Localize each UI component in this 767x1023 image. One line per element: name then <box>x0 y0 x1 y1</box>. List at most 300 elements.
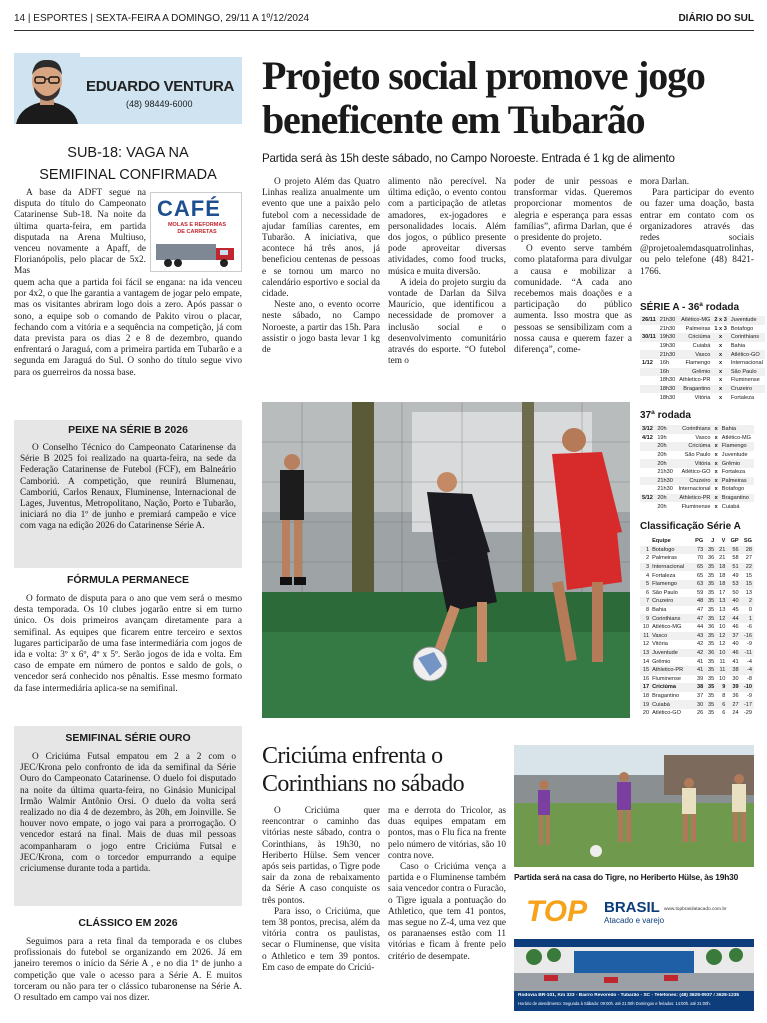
fixture-cell: 20h <box>657 426 667 433</box>
fixture-cell: 20h <box>657 495 667 502</box>
fixture-cell <box>640 376 658 385</box>
fixture-cell: 16h <box>659 360 670 367</box>
sub18-paragraph-2: quem acha que a partida foi fácil se engana: na ida venceu por 4x2, o que lhe garantia a vantagem de jogar pelo empate, mas os visitantes abriram logo dois a zero. Após passar o sono, a equipe sob o comando de Pakito virou o placar, fechando com a vitória e a sequência na competição, já com data prevista para os dias 2 e 8 de dezembro, quando enfrentará o Jaraguá, com a primeira partida em Tubarão e a segunda em Jaraguá do Sul. O sonho do título segue vivo para os guerreiros da nossa base. <box>14 278 242 378</box>
formula-text-wrap <box>14 594 242 695</box>
fixture-cell <box>640 442 655 451</box>
fixture-cell: Corinthians <box>682 426 711 433</box>
fixture-cell: Cruzeiro <box>689 477 711 484</box>
fixture-row <box>640 451 754 460</box>
classification-cell: 18 <box>719 581 726 588</box>
fixture-cell: 20h <box>657 503 667 510</box>
main-col4-p1: mora Darlan. <box>640 177 690 187</box>
cric-headline-line2: Corinthians no sábado <box>262 771 465 797</box>
classification-cell: 13 <box>719 598 726 605</box>
fixture-cell: x <box>714 469 718 476</box>
fixture-cell: Botafogo <box>730 325 754 332</box>
cric-col2-p2: Caso o Criciúma vença a partida e o Fluminense também saia vencedor contra o Furacão, o Tigre iguala a pontuação do Athletico, que tem 41 pontos, mas segue no Z-4, uma vez que os paranaenses estão com 11 vitórias e ficam à frente pelo critério de desempate. <box>388 862 506 962</box>
fixture-cell: Cuiabá <box>692 343 711 350</box>
fixture-row <box>640 325 765 334</box>
columnist-photo <box>14 53 80 124</box>
classification-cell: 35 <box>708 564 715 571</box>
classification-cell: Botafogo <box>652 546 675 553</box>
classification-cell: 44 <box>732 615 739 622</box>
fixture-cell: x <box>719 360 723 367</box>
fixture-cell: Vitória <box>694 394 711 401</box>
cric-photo <box>514 745 754 867</box>
ad-top-brand2: BRASIL <box>604 899 660 916</box>
main-col1-p2: Neste ano, o evento ocorre neste sábado, no Campo Noroeste, a partir das 15h. Para assistir o jogo basta levar 1 kg de <box>262 300 380 356</box>
classification-row <box>640 580 754 589</box>
classification-cell: 10 <box>642 624 650 631</box>
classification-cell: 1 <box>645 546 650 553</box>
fixture-row <box>640 459 754 468</box>
classification-cell: 9 <box>645 615 650 622</box>
fixture-row <box>640 494 754 503</box>
fixture-cell <box>640 485 655 494</box>
classification-cell: Bahia <box>652 607 667 614</box>
classification-header-cell: V <box>721 538 726 545</box>
classification-cell: 40 <box>732 641 739 648</box>
classification-row <box>640 700 754 709</box>
cric-headline-line1: Criciúma enfrenta o <box>262 743 443 769</box>
classification-cell: 5 <box>645 581 650 588</box>
classification-cell: 8 <box>722 692 726 699</box>
classification-cell: 13 <box>719 607 726 614</box>
classification-cell: 28 <box>745 546 752 553</box>
classification-cell: 10 <box>719 624 726 631</box>
ad-cafe-brand: CAFÉ <box>157 196 221 221</box>
classification-cell: 35 <box>708 546 715 553</box>
fixture-row <box>640 485 754 494</box>
main-col-2 <box>388 177 506 367</box>
classification-cell: 1 <box>748 615 752 622</box>
classification-cell: 30 <box>732 675 739 682</box>
fixture-cell: 20h <box>657 460 667 467</box>
main-col4-p2: Para participar do evento ou fazer uma doação, basta entrar em contato com os organizadores através das redes sociais @projetoalemdasquatrolinhas, ou pelo telefone (48) 8421-1766. <box>640 188 754 277</box>
classification-cell: 42 <box>696 650 704 657</box>
peixe-title: PEIXE NA SÉRIE B 2026 <box>68 424 188 436</box>
fixture-cell: 4/12 <box>642 434 653 441</box>
classification-cell: Vitória <box>652 641 668 648</box>
classification-row <box>640 649 754 658</box>
fixture-cell: 30/11 <box>642 334 656 341</box>
peixe-text: O Conselho Técnico do Campeonato Catarinense da Série B 2025 foi realizado na quarta-feira, na sede da Federação Catarinense de Futebol (FCF), em Balneário Camboriú. A competição, que reunirá Blumenau, Camboriú, Carlos Renaux, Fluminense, Internacional de Lages, Juventus, Metropolitano, Nação, Porto e Tubarão, iniciará no dia 1º de junho e premiará campeão e vice com vaga na edição 2026 do Catarinense Série A. <box>20 443 236 532</box>
fixture-cell: Cuiabá <box>721 503 740 510</box>
classification-row <box>640 640 754 649</box>
classification-cell: -6 <box>747 624 752 631</box>
fixture-row <box>640 333 765 342</box>
classification-cell: 11 <box>643 632 650 639</box>
fixture-row <box>640 350 765 359</box>
classification-row <box>640 606 754 615</box>
ouro-title: SEMIFINAL SÉRIE OURO <box>65 732 191 744</box>
classification-cell: 56 <box>732 546 739 553</box>
fixture-cell <box>640 350 658 359</box>
fixture-cell: x <box>719 394 723 401</box>
fixture-cell: Corinthians <box>730 334 760 341</box>
classification-cell: 12 <box>719 641 726 648</box>
classification-cell: 10 <box>719 675 726 682</box>
classification-cell: 41 <box>696 658 704 665</box>
classification-cell: 15 <box>745 581 752 588</box>
classification-cell: Atlético-MG <box>652 624 682 631</box>
fixture-row <box>640 468 754 477</box>
serie-a-36-table <box>640 316 765 402</box>
classification-header-cell: SG <box>743 538 752 545</box>
fixture-cell: Bragantino <box>721 495 749 502</box>
classification-cell: -16 <box>743 632 752 639</box>
classification-cell: Vasco <box>652 632 668 639</box>
classification-table <box>640 537 754 717</box>
ad-top-hours: Horário de atendimento: Segunda à Sábado: 09:00h. até 21:00h Domingos e feriados: 14:00h. até 21:00h. <box>518 1001 711 1006</box>
classification-cell: 35 <box>708 598 715 605</box>
fixture-cell: x <box>714 477 718 484</box>
classification-cell: 58 <box>732 555 739 562</box>
fixture-cell: 16h <box>659 368 670 375</box>
classification-row <box>640 563 754 572</box>
classification-cell: 37 <box>696 692 704 699</box>
classification-cell: 8 <box>645 607 650 614</box>
fixture-cell: x <box>719 368 723 375</box>
classification-cell: 35 <box>708 607 715 614</box>
fixture-cell: Juventude <box>721 452 748 459</box>
fixture-row <box>640 477 754 486</box>
fixture-cell: Vitória <box>694 460 711 467</box>
fixture-cell: Fluminense <box>730 377 760 384</box>
classification-cell: Cruzeiro <box>652 598 674 605</box>
main-photo <box>262 402 630 718</box>
ad-top-site: www.topbrasilatacado.com.br <box>664 907 727 912</box>
classification-row <box>640 692 754 701</box>
fixture-cell: x <box>719 386 723 393</box>
cric-col-2 <box>388 806 506 963</box>
classification-row <box>640 554 754 563</box>
classification-cell: 27 <box>745 555 752 562</box>
fixture-cell: Vasco <box>695 351 711 358</box>
sub18-title-line1: SUB-18: VAGA NA <box>67 145 189 161</box>
classification-cell: 12 <box>642 641 650 648</box>
classification-cell: 43 <box>696 632 704 639</box>
classification-cell: 2 <box>645 555 650 562</box>
classification-header-cell: GP <box>730 538 739 545</box>
fixture-cell: Fortaleza <box>730 394 755 401</box>
fixture-cell: Cruzeiro <box>730 386 752 393</box>
classification-cell: Fortaleza <box>652 572 676 579</box>
cric-col1-p1: O Criciúma quer reencontrar o caminho das vitórias neste sábado, contra o Corinthians, às 19h30, no Heriberto Hülse. Sem vencer após seis partidas, o Tigre pode sair da zona de rebaixamento da Série A caso conquiste os três pontos. <box>262 806 380 906</box>
fixture-cell: 21h30 <box>657 469 673 476</box>
fixture-cell: Bahia <box>721 426 737 433</box>
classification-cell: 30 <box>696 701 704 708</box>
classification-cell: 35 <box>708 701 715 708</box>
fixture-cell: x <box>714 452 718 459</box>
classico-section <box>14 917 242 1004</box>
classification-cell: Grêmio <box>652 658 671 665</box>
fixture-cell: Fortaleza <box>721 469 746 476</box>
fixture-cell <box>640 451 655 460</box>
main-subhead: Partida será às 15h deste sábado, no Campo Noroeste. Entrada é 1 kg de alimento <box>262 152 675 165</box>
cric-photo-caption: Partida será na casa do Tigre, no Heriberto Hülse, às 19h30 <box>514 872 739 882</box>
classification-title: Classificação Série A <box>640 521 741 532</box>
fixture-cell: 1 x 3 <box>714 325 727 332</box>
classification-cell: 47 <box>696 607 704 614</box>
classification-cell: 35 <box>708 572 715 579</box>
classification-cell: -9 <box>747 641 752 648</box>
fixture-row <box>640 368 765 377</box>
fixture-cell <box>640 502 655 511</box>
classification-cell: 12 <box>719 632 726 639</box>
fixture-cell: 19h30 <box>659 334 676 341</box>
fixture-cell: 18h30 <box>659 394 676 401</box>
fixture-cell: x <box>714 495 718 502</box>
fixture-cell: 19h30 <box>659 343 676 350</box>
fixture-cell: 20h <box>657 443 667 450</box>
classification-cell: 63 <box>696 581 704 588</box>
main-headline-line1: Projeto social promove jogo <box>262 53 705 98</box>
classification-cell: 9 <box>722 684 726 691</box>
fixture-cell: 21h30 <box>659 317 676 324</box>
classification-cell: 36 <box>732 692 739 699</box>
fixture-row <box>640 434 754 443</box>
classification-cell: 36 <box>708 650 715 657</box>
main-col3-p1: poder de unir pessoas e transformar vidas. Queremos proporcionar momentos de alegria e esperança para essas famílias”, afirma Darlan, que é o presidente do projeto. <box>514 177 632 244</box>
fixture-cell: 3/12 <box>642 426 653 433</box>
fixture-row <box>640 393 765 402</box>
fixture-cell <box>640 393 658 402</box>
classification-cell: 65 <box>696 572 704 579</box>
classification-cell: Corinthians <box>652 615 681 622</box>
classification-row <box>640 675 754 684</box>
classification-cell: 51 <box>732 564 739 571</box>
fixture-row <box>640 502 754 511</box>
classification-header-cell: PG <box>695 538 704 545</box>
fixture-row <box>640 342 765 351</box>
fixture-cell: x <box>714 426 718 433</box>
classification-cell: 35 <box>708 667 715 674</box>
fixture-cell <box>640 385 658 394</box>
classification-cell: 22 <box>745 564 752 571</box>
fixture-cell: São Paulo <box>730 368 757 375</box>
fixture-cell: Atlético-GO <box>730 351 760 358</box>
peixe-text-wrap <box>20 443 236 533</box>
classification-row <box>640 709 754 718</box>
classification-cell: 11 <box>719 658 726 665</box>
classification-cell: 35 <box>708 710 715 717</box>
newspaper-name: DIÁRIO DO SUL <box>678 13 754 24</box>
classification-cell: Cuiabá <box>652 701 670 708</box>
classification-cell: 3 <box>645 564 650 571</box>
classification-cell: 44 <box>696 624 704 631</box>
classification-cell: 35 <box>708 675 715 682</box>
serie-a-37-title: 37ª rodada <box>640 410 691 421</box>
fixture-cell: 21h30 <box>657 477 673 484</box>
classification-cell: 21 <box>719 555 726 562</box>
peixe-box <box>14 420 242 568</box>
fixture-cell: Juventude <box>730 317 757 324</box>
classification-row <box>640 683 754 692</box>
classification-cell: 42 <box>696 641 704 648</box>
classification-cell: 53 <box>732 581 739 588</box>
ouro-text-wrap <box>20 752 236 875</box>
cric-headline <box>262 742 512 798</box>
ad-top-brasil <box>514 893 754 1011</box>
ad-cafe <box>150 192 242 272</box>
classification-cell: 6 <box>722 701 726 708</box>
classification-cell: 18 <box>642 692 650 699</box>
classification-row <box>640 546 754 555</box>
classification-cell: São Paulo <box>652 589 678 596</box>
fixture-cell: x <box>719 343 723 350</box>
fixture-cell: Athletico-PR <box>679 495 711 502</box>
classification-cell: 14 <box>642 658 650 665</box>
fixture-cell: Bragantino <box>683 386 711 393</box>
classification-cell: 35 <box>708 615 715 622</box>
classification-cell: -10 <box>743 684 752 691</box>
classification-cell: 46 <box>732 624 739 631</box>
classico-text: Seguimos para a reta final da temporada e os clubes profissionais do futebol se organizando em 2026. Já em janeiro teremos o início da Série A , e no dia 1º de junho a competição que vale o acesso para a Série A. E muitos torceram ou não para ter o clássico tubaronense na Série A. O resultado em campo vai nos dizer. <box>14 937 242 1004</box>
classification-cell: 39 <box>696 675 704 682</box>
classification-cell: 70 <box>696 555 704 562</box>
ouro-text: O Criciúma Futsal empatou em 2 a 2 com o JEC/Krona pelo confronto de ida da semifinal da Série Ouro do Campeonato Catarinense. O duelo foi disputado na noite da última quarta-feira, no Ginásio Municipal Irmão Walmir Antônio Orsi. O duelo da volta será realizado no dia 4 de dezembro, às 20h, em Joinville. Se houver novo empate, o jogo vai para a prorrogação. O vencedor estará na final. Mais de duas mil pessoas acompanharam o jogo entre Criciúma Futsal e JEC/Krona, com o torcedor empurrando a equipe criciumense durante toda a partida. <box>20 752 236 875</box>
classification-cell: 11 <box>719 667 726 674</box>
main-col-1 <box>262 177 380 356</box>
classification-cell: 36 <box>708 555 715 562</box>
fixture-cell: Criciúma <box>688 334 711 341</box>
classification-cell: 49 <box>732 572 739 579</box>
store-building-icon <box>514 929 754 991</box>
main-col2-p2: A ideia do projeto surgiu da vontade de Darlan da Silva Maurício, que identificou a necessidade de promover a inclusão social e o desenvolvimento comunitário através do esporte. “O futebol tem o <box>388 277 506 367</box>
classification-cell: -9 <box>747 692 752 699</box>
classification-row <box>640 571 754 580</box>
fixture-row <box>640 316 765 325</box>
main-headline <box>262 54 757 142</box>
classification-cell: 35 <box>708 589 715 596</box>
classification-cell: 40 <box>732 598 739 605</box>
fixture-cell: Vasco <box>695 434 711 441</box>
page-folio: 14 | ESPORTES | SEXTA-FEIRA A DOMINGO, 29/11 A 1º/12/2024 <box>14 13 310 24</box>
fixture-cell: x <box>719 334 723 341</box>
classification-cell: 13 <box>642 650 650 657</box>
fixture-cell: Palmeiras <box>721 477 747 484</box>
classification-cell: Palmeiras <box>652 555 677 562</box>
main-col2-p1: alimento não perecível. Na última edição, o evento contou com a participação de atletas amadores, ex-jogadores e personalidades locais. Além dos jogos, o público presente pode aproveitar diversas atividades, como food trucks, música e muita diversão. <box>388 177 506 277</box>
classification-cell: 35 <box>708 658 715 665</box>
classico-text-wrap <box>14 937 242 1004</box>
classification-row <box>640 632 754 641</box>
classification-cell: 18 <box>719 572 726 579</box>
classification-cell: Bragantino <box>652 692 680 699</box>
classification-cell: -17 <box>743 701 752 708</box>
classification-cell: 0 <box>748 607 752 614</box>
classification-cell: 4 <box>645 572 650 579</box>
fixture-row <box>640 359 765 368</box>
fixture-cell: 5/12 <box>642 495 653 502</box>
main-col3-p2: O evento serve também como plataforma para divulgar a causa e mobilizar a comunidade. “A cada ano recebemos mais doações e a participação do público aumenta. Isso mostra que as pessoas se sensibilizam com a nossa causa e querem fazer a diferença”, come- <box>514 244 632 356</box>
classification-cell: 20 <box>642 710 650 717</box>
classification-cell: 15 <box>745 572 752 579</box>
fixture-cell <box>640 468 655 477</box>
classification-header-row <box>640 537 754 546</box>
sub18-text-wide <box>14 278 242 379</box>
fixture-cell <box>640 459 655 468</box>
classification-cell: 46 <box>732 650 739 657</box>
fixture-cell: Bahia <box>730 343 746 350</box>
fixture-row <box>640 385 765 394</box>
classification-cell: 26 <box>696 710 704 717</box>
sub18-title <box>14 142 242 186</box>
formula-title: FÓRMULA PERMANECE <box>66 574 190 586</box>
classification-cell: 59 <box>696 589 704 596</box>
fixture-cell: x <box>714 460 718 467</box>
fixture-row <box>640 442 754 451</box>
formula-text: O formato de disputa para o ano que vem será o mesmo desta temporada. Os 10 clubes jogarão entre si em turno único. Os dois primeiros avançam diretamente para a semifinal. As equipes que ficarem entre terceiro e sextos lugares participarão de uma fase intermediária com jogos de ida e volta: 3º x 6º, 4º x 5º. Serão jogos de ida e volta. Em caso de empate em número de pontos e saldo de gols, o vencedor será conhecido nos pênaltis. Esse mesmo formato da fase intermediária aplica-se na semifinal. <box>14 594 242 694</box>
classification-cell: Juventude <box>652 650 678 657</box>
classification-cell: 65 <box>696 564 704 571</box>
fixture-cell: x <box>714 443 718 450</box>
fixture-cell: x <box>714 434 718 441</box>
fixture-cell: Grêmio <box>721 460 741 467</box>
main-col-4 <box>640 177 754 278</box>
sub18-title-line2: SEMIFINAL CONFIRMADA <box>39 167 217 183</box>
classification-cell: 24 <box>732 710 739 717</box>
classification-cell: 41 <box>732 658 739 665</box>
classification-cell: 35 <box>708 632 715 639</box>
classification-cell: 7 <box>645 598 650 605</box>
fixture-cell: 21h30 <box>659 325 676 332</box>
classification-cell: Internacional <box>652 564 685 571</box>
classification-cell: -29 <box>743 710 752 717</box>
cric-col1-p2: Para isso, o Criciúma, que tem 38 pontos, precisa, além da vitória contra os paulistas, secar o Fluminense, que visita o Athletico e tem 39 pontos. Em caso de empate do Criciú- <box>262 906 380 973</box>
fixture-cell <box>640 368 658 377</box>
fixture-cell: Internacional <box>730 360 763 367</box>
classification-cell: 38 <box>732 667 739 674</box>
classification-cell: 48 <box>696 598 704 605</box>
main-headline-line2: beneficente em Tubarão <box>262 97 645 142</box>
classification-cell: 19 <box>642 701 650 708</box>
classification-header-cell: Equipe <box>652 538 671 545</box>
fixture-cell: São Paulo <box>684 452 711 459</box>
columnist-box <box>14 57 242 124</box>
classification-cell: 35 <box>708 581 715 588</box>
fixture-cell: 2 x 3 <box>714 317 727 324</box>
fixture-cell: 1/12 <box>642 360 653 367</box>
classification-cell: 45 <box>732 607 739 614</box>
fixture-cell: x <box>714 486 718 493</box>
classification-cell: 17 <box>719 589 726 596</box>
classification-cell: 35 <box>708 692 715 699</box>
fixture-cell: Athletico-PR <box>679 377 711 384</box>
classification-cell: 47 <box>696 615 704 622</box>
fixture-cell: Botafogo <box>721 486 745 493</box>
serie-a-36-title: SÉRIE A - 36ª rodada <box>640 302 740 313</box>
classification-row <box>640 614 754 623</box>
classification-cell: 16 <box>642 675 650 682</box>
classification-cell: Flamengo <box>652 581 677 588</box>
classification-cell: 73 <box>696 546 704 553</box>
fixture-cell: Fluminense <box>681 503 711 510</box>
fixture-row <box>640 425 754 434</box>
ad-cafe-tagline-1: MOLAS E REFORMAS <box>167 222 227 228</box>
classification-cell: 21 <box>719 546 726 553</box>
classification-cell: 35 <box>708 684 715 691</box>
classification-cell: 37 <box>732 632 739 639</box>
classification-cell: 36 <box>708 624 715 631</box>
classification-cell: 2 <box>748 598 752 605</box>
ad-top-brand: TOP <box>526 895 588 928</box>
main-col1-p1: O projeto Além das Quatro Linhas realiza anualmente um evento que une a paixão pelo futebol com a necessidade de ajudar famílias carentes, em Tubarão. A iniciativa, que acontece há três anos, já beneficiou centenas de pessoas e se tornou um marco no calendário esportivo e social da cidade. <box>262 177 380 300</box>
classification-cell: 41 <box>696 667 704 674</box>
columnist-phone: (48) 98449-6000 <box>126 99 193 109</box>
classification-cell: 6 <box>722 710 726 717</box>
